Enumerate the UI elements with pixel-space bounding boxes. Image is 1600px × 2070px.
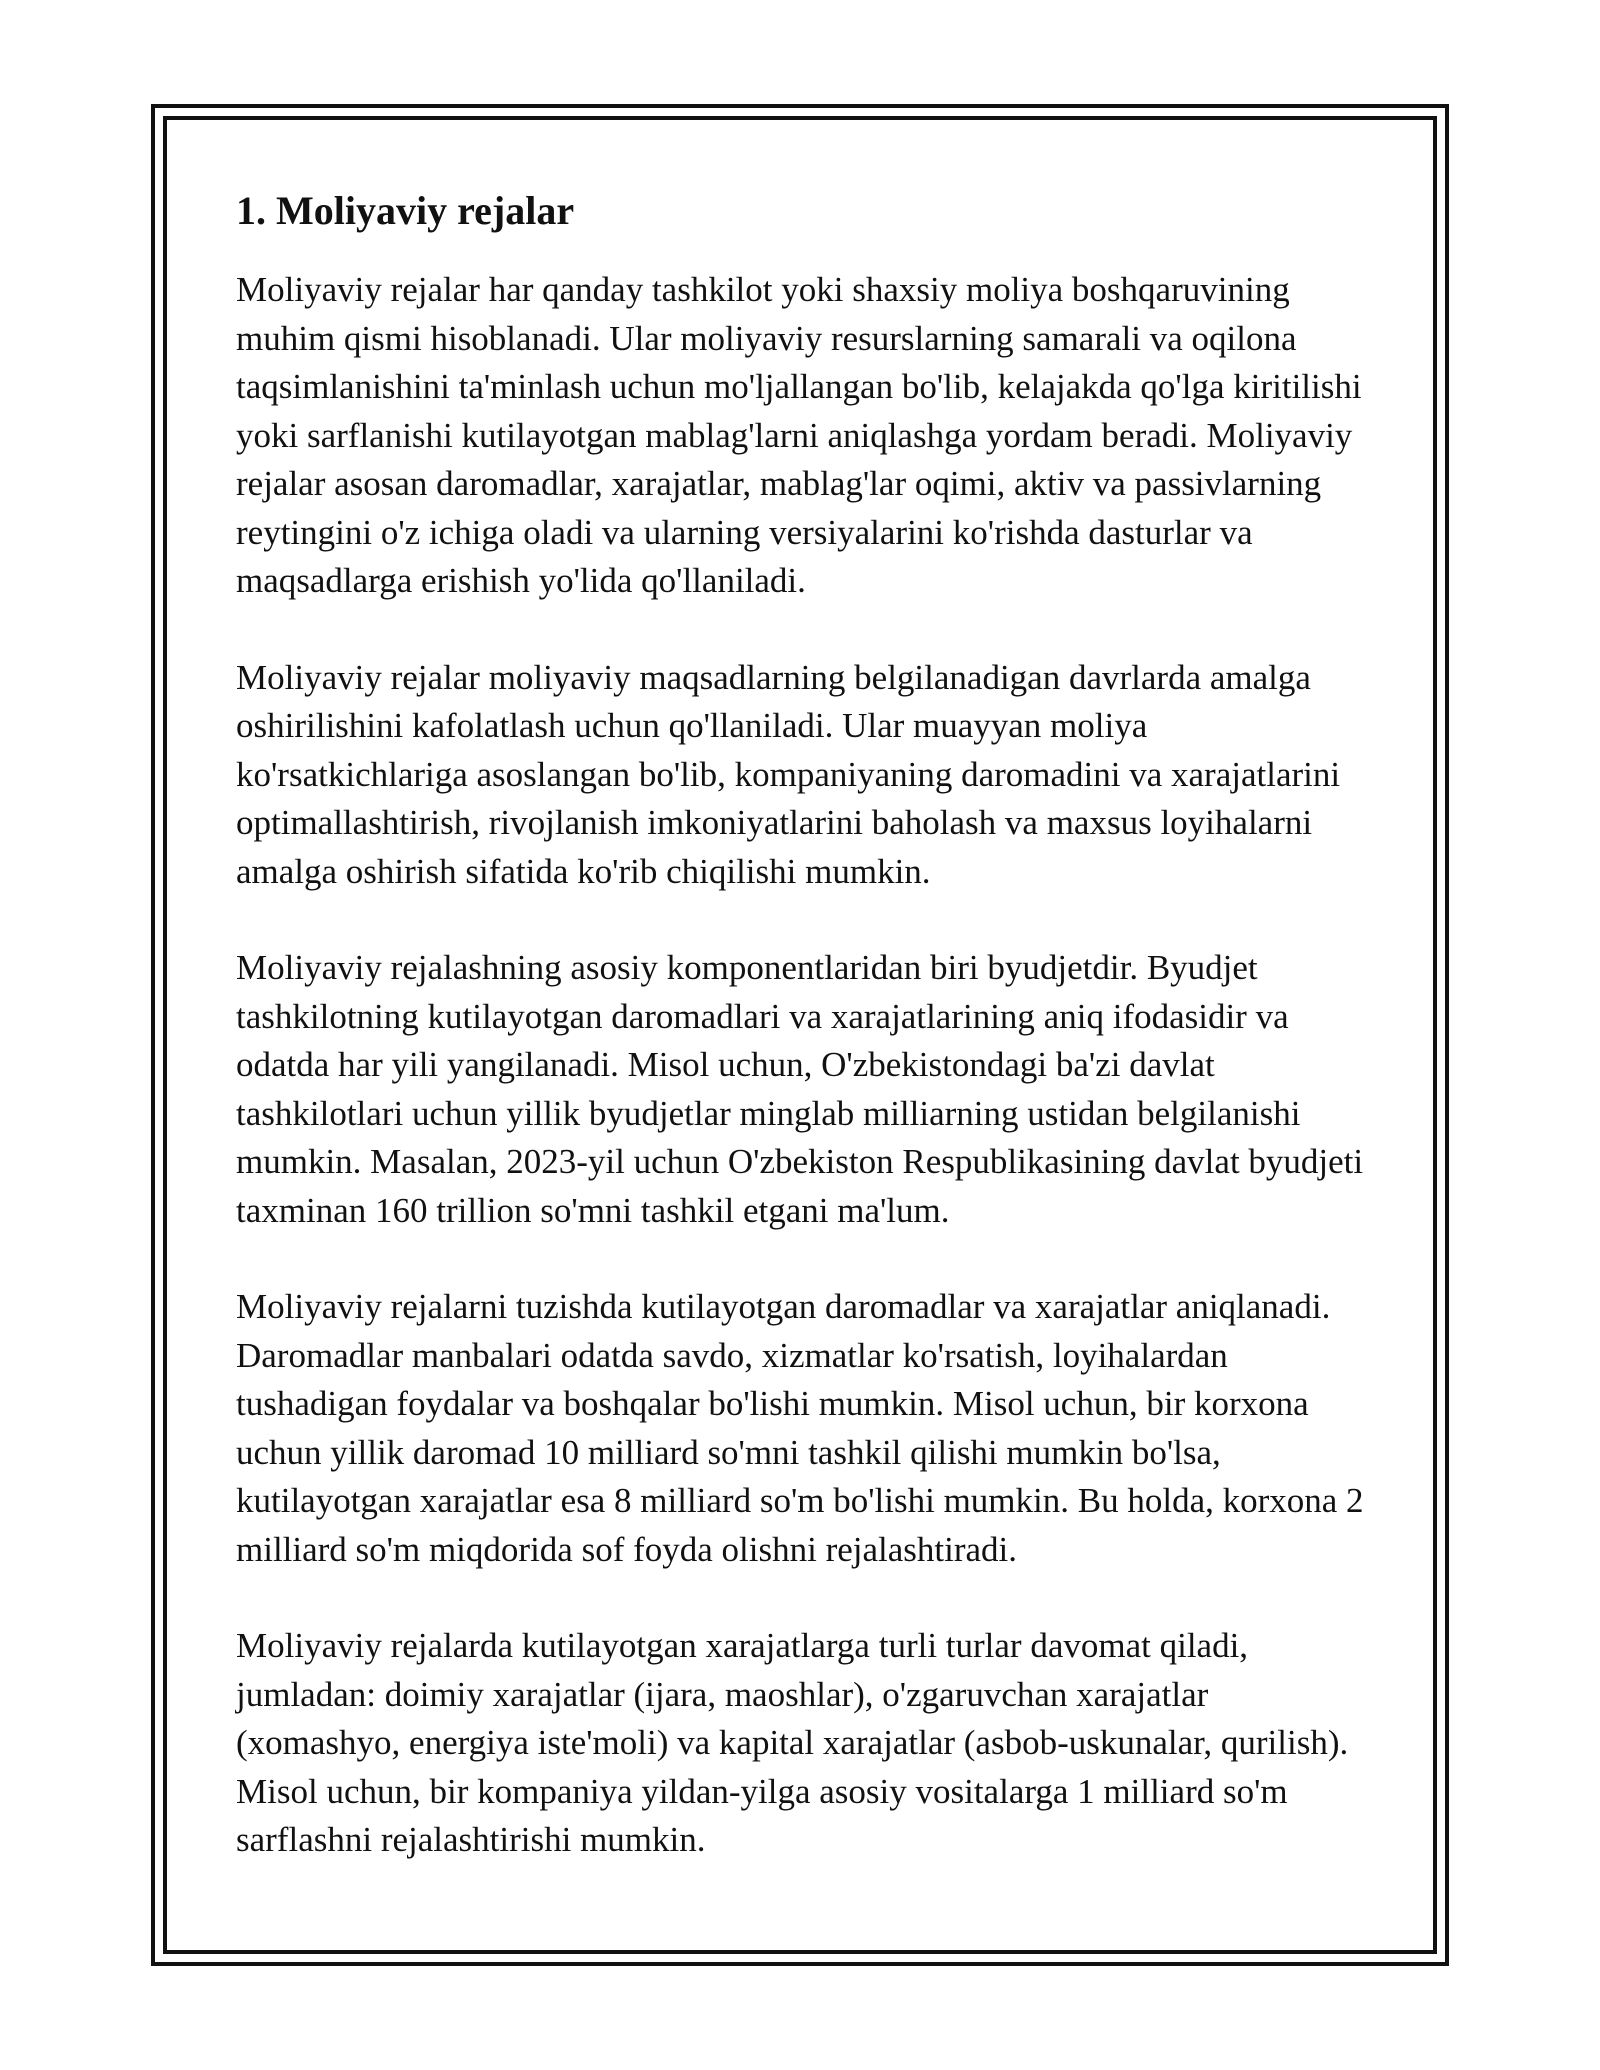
paragraph-5: Moliyaviy rejalarda kutilayotgan xarajatlarga turli turlar davomat qiladi, jumladan: doimiy xarajatlar (ijara, maoshlar), o'zgaruvchan xarajatlar (xomashyo, energiya iste'moli) va kapital xarajatlar (asbob-uskunalar, qurilish). Misol uchun, bir kompaniya yildan-yilga asosiy vositalarga 1 milliard so'm sarflashni rejalashtirishi mumkin.	[236, 1626, 1349, 1859]
paragraph-2: Moliyaviy rejalar moliyaviy maqsadlarning belgilanadigan davrlarda amalga oshirilishini kafolatlash uchun qo'llaniladi. Ular muayyan moliya ko'rsatkichlariga asoslangan bo'lib, kompaniyaning daromadini va xarajatlarini optimallashtirish, rivojlanish imkoniyatlarini baholash va maxsus loyihalarni amalga oshirish sifatida ko'rib chiqilishi mumkin.	[236, 657, 1341, 891]
paragraph-1: Moliyaviy rejalar har qanday tashkilot yoki shaxsiy moliya boshqaruvining muhim qismi hisoblanadi. Ular moliyaviy resurslarning samarali va oqilona taqsimlanishini ta'minlash uchun mo'ljallangan bo'lib, kelajakda qo'lga kiritilishi yoki sarflanishi kutilayotgan mablag'larni aniqlashga yordam beradi. Moliyaviy rejalar asosan daromadlar, xarajatlar, mablag'lar oqimi, aktiv va passivlarning reytingini o'z ichiga oladi va ularning versiyalarini ko'rishda dasturlar va maqsadlarga erishish yo'lida qo'llaniladi.	[236, 270, 1362, 600]
paragraph-3: Moliyaviy rejalashning asosiy komponentlaridan biri byudjetdir. Byudjet tashkilotning kutilayotgan daromadlari va xarajatlarining aniq ifodasidir va odatda har yili yangilanadi. Misol uchun, O'zbekistondagi ba'zi davlat tashkilotlari uchun yillik byudjetlar minglab milliarning ustidan belgilanishi mumkin. Masalan, 2023-yil uchun O'zbekiston Respublikasining davlat byudjeti taxminan 160 trillion so'mni tashkil etgani ma'lum.	[236, 948, 1364, 1230]
section-heading: 1. Moliyaviy rejalar	[236, 188, 575, 233]
paragraph-4: Moliyaviy rejalarni tuzishda kutilayotgan daromadlar va xarajatlar aniqlanadi. Daromadlar manbalari odatda savdo, xizmatlar ko'rsatish, loyihalardan tushadigan foydalar va boshqalar bo'lishi mumkin. Misol uchun, bir korxona uchun yillik daromad 10 milliard so'mni tashkil qilishi mumkin bo'lsa, kutilayotgan xarajatlar esa 8 milliard so'm bo'lishi mumkin. Bu holda, korxona 2 milliard so'm miqdorida sof foyda olishni rejalashtiradi.	[236, 1287, 1364, 1569]
document-body	[236, 186, 1376, 1865]
